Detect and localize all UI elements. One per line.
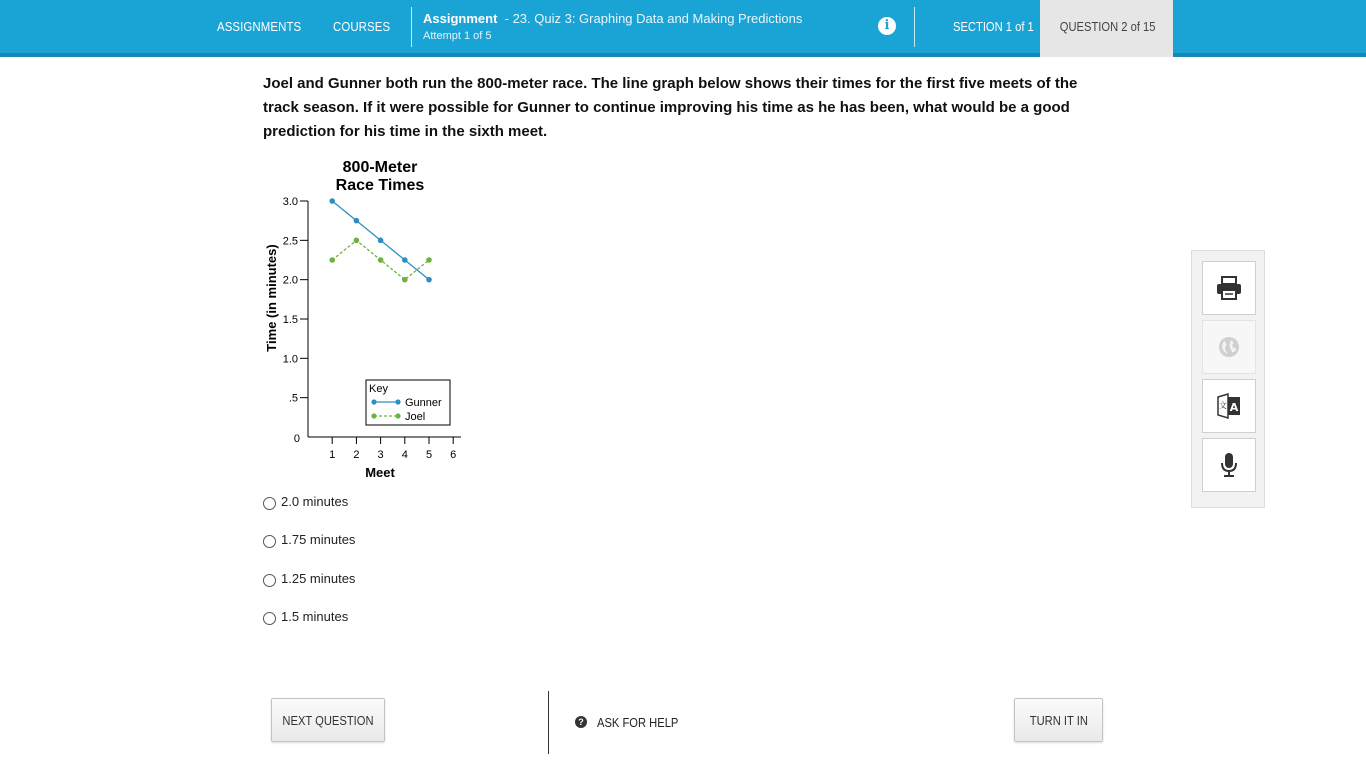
answer-choice-label: 1.75 minutes [281,531,356,547]
data-point-gunner [354,218,360,224]
answer-choice-label: 1.5 minutes [281,608,349,624]
data-point-joel [378,257,384,263]
question-prompt: Joel and Gunner both run the 800-meter race. The line graph below shows their times for the first five meets of the track season. If it were possible for Gunner to continue improving his time as he has been, what would be a good prediction for his time in the sixth meet. [263,75,1078,140]
assignment-title [423,11,802,26]
legend-swatch-point [395,413,400,418]
y-tick-label: 1.0 [282,353,298,366]
data-point-gunner [329,198,335,204]
legend-swatch-point [371,399,376,404]
x-tick-label: 4 [401,449,408,461]
answer-choice[interactable] [263,491,348,511]
microphone-button[interactable] [1202,438,1256,492]
x-axis-label: Meet [365,465,395,480]
answer-radio-button[interactable] [263,612,276,625]
footer-divider [548,691,549,754]
chart-title-line-1: 800-Meter [342,159,418,176]
nav-divider [411,7,412,47]
data-point-gunner [378,238,384,244]
data-point-gunner [402,257,408,263]
legend-title: Key [369,383,388,395]
legend-swatch-point [371,413,376,418]
next-question-button[interactable] [271,698,385,742]
legend-label: Gunner [405,397,442,409]
y-tick-label: 2.5 [282,235,298,248]
answer-choice[interactable] [263,529,355,549]
data-point-joel [402,277,408,283]
assignment-name: - 23. Quiz 3: Graphing Data and Making Predictions [504,11,803,26]
x-tick-label: 2 [353,449,360,461]
legend-label: Joel [405,411,426,423]
tool-panel [1191,250,1265,508]
ask-for-help-link[interactable] [575,714,692,730]
attempt-counter: Attempt 1 of 5 [423,30,492,42]
answer-choice-label: 2.0 minutes [281,493,349,509]
section-indicator[interactable]: SECTION 1 of 1 [953,19,1034,34]
svg-text:A: A [1229,401,1239,414]
chart-title-line-2: Race Times [335,177,425,194]
svg-text:文: 文 [1219,401,1227,410]
printer-icon [1216,276,1242,300]
x-tick-label: 1 [329,449,336,461]
nav-assignments-link[interactable]: ASSIGNMENTS [217,19,302,34]
y-tick-label: .5 [288,392,298,405]
turn-it-in-label: TURN IT IN [1029,712,1088,728]
y-tick-label: 0 [293,433,300,445]
legend-swatch-point [395,399,400,404]
data-point-gunner [426,277,432,283]
turn-it-in-button[interactable] [1014,698,1103,742]
assignment-label: Assignment [423,11,498,26]
translate-icon [1216,393,1242,419]
answer-choice[interactable] [263,606,348,626]
y-tick-label: 3.0 [282,196,298,208]
answer-choice-label: 1.25 minutes [281,570,356,586]
x-tick-label: 3 [377,449,384,461]
globe-button[interactable] [1202,320,1256,374]
y-tick-label: 2.0 [282,274,298,287]
info-icon[interactable]: i [878,17,896,35]
data-point-joel [426,257,432,263]
next-question-label: NEXT QUESTION [282,712,374,728]
ask-for-help-label: ASK FOR HELP [597,714,679,730]
answer-radio-button[interactable] [263,574,276,587]
line-chart [263,153,473,483]
print-button[interactable] [1202,261,1256,315]
nav-divider [914,7,915,47]
question-indicator-label: QUESTION 2 of 15 [1059,19,1156,34]
y-tick-label: 1.5 [282,314,298,326]
answer-radio-button[interactable] [263,535,276,548]
translate-button[interactable] [1202,379,1256,433]
answer-choice[interactable] [263,568,355,588]
top-nav-bar [0,0,1366,57]
x-tick-label: 6 [450,449,457,461]
microphone-icon [1219,452,1239,478]
data-point-joel [329,257,335,263]
data-point-joel [354,238,360,244]
question-indicator-tab[interactable] [1040,0,1173,57]
nav-courses-link[interactable]: COURSES [333,19,391,34]
help-question-icon: ? [575,716,587,728]
y-axis-label: Time (in minutes) [264,244,279,352]
x-tick-label: 5 [425,449,433,461]
answer-radio-button[interactable] [263,497,276,510]
globe-icon [1218,336,1240,358]
